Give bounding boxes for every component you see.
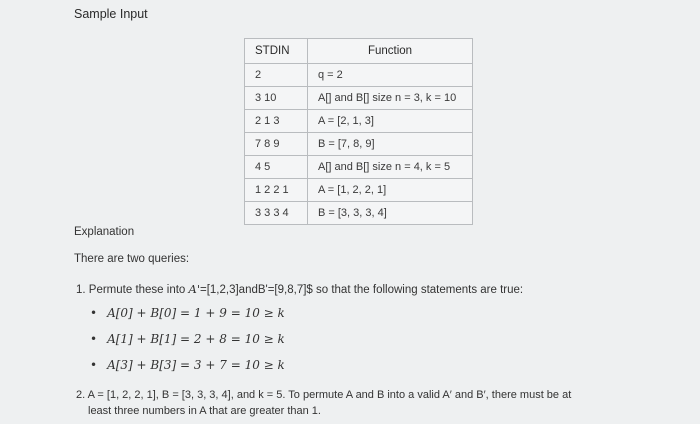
explanation-title: Explanation — [74, 226, 135, 238]
table-row — [245, 64, 473, 87]
column-header-function: Function — [308, 39, 473, 64]
bullet-dot-icon: • — [90, 306, 98, 320]
stdin-cell: 3 3 3 4 — [245, 202, 308, 225]
item-1-prefix: 1. Permute these into — [76, 284, 189, 296]
table-row — [245, 202, 473, 225]
item-1-suffix: =[1,2,3]andB'=[9,8,7]$ so that the following statements are true: — [199, 284, 524, 296]
stdin-cell: 2 — [245, 64, 308, 87]
bullet-text: A[3] + B[3] = 3 + 7 = 10 ≥ k — [107, 358, 285, 372]
explanation-intro: There are two queries: — [74, 253, 190, 265]
table-row — [245, 110, 473, 133]
explanation-item-2-line-1: 2. A = [1, 2, 2, 1], B = [3, 3, 3, 4], and k = 5. To permute A and B into a valid A′ and B′, there must be at — [76, 389, 572, 401]
bullet-item — [90, 358, 285, 372]
explanation-item-1 — [76, 282, 523, 296]
column-header-stdin: STDIN — [245, 39, 308, 64]
function-cell: A = [2, 1, 3] — [308, 110, 473, 133]
sample-input-heading: Sample Input — [74, 7, 148, 21]
bullet-text: A[1] + B[1] = 2 + 8 = 10 ≥ k — [107, 332, 285, 346]
stdin-cell: 1 2 2 1 — [245, 179, 308, 202]
stdin-cell: 4 5 — [245, 156, 308, 179]
stdin-cell: 7 8 9 — [245, 133, 308, 156]
function-cell: q = 2 — [308, 64, 473, 87]
stdin-cell: 2 1 3 — [245, 110, 308, 133]
table-header-row — [245, 39, 473, 64]
table-row — [245, 156, 473, 179]
function-cell: A[] and B[] size n = 3, k = 10 — [308, 87, 473, 110]
item-1-math: A' — [188, 282, 200, 296]
bullet-dot-icon: • — [90, 332, 98, 346]
table-row — [245, 133, 473, 156]
table-row — [245, 179, 473, 202]
bullet-item — [90, 332, 285, 346]
function-cell: A[] and B[] size n = 4, k = 5 — [308, 156, 473, 179]
function-cell: B = [3, 3, 3, 4] — [308, 202, 473, 225]
bullet-item — [90, 306, 285, 320]
stdin-cell: 3 10 — [245, 87, 308, 110]
bullet-dot-icon: • — [90, 358, 98, 372]
function-cell: A = [1, 2, 2, 1] — [308, 179, 473, 202]
bullet-text: A[0] + B[0] = 1 + 9 = 10 ≥ k — [107, 306, 285, 320]
explanation-item-2-line-2: least three numbers in A that are greater than 1. — [88, 405, 321, 417]
function-cell: B = [7, 8, 9] — [308, 133, 473, 156]
sample-input-table — [244, 38, 473, 225]
table-row — [245, 87, 473, 110]
